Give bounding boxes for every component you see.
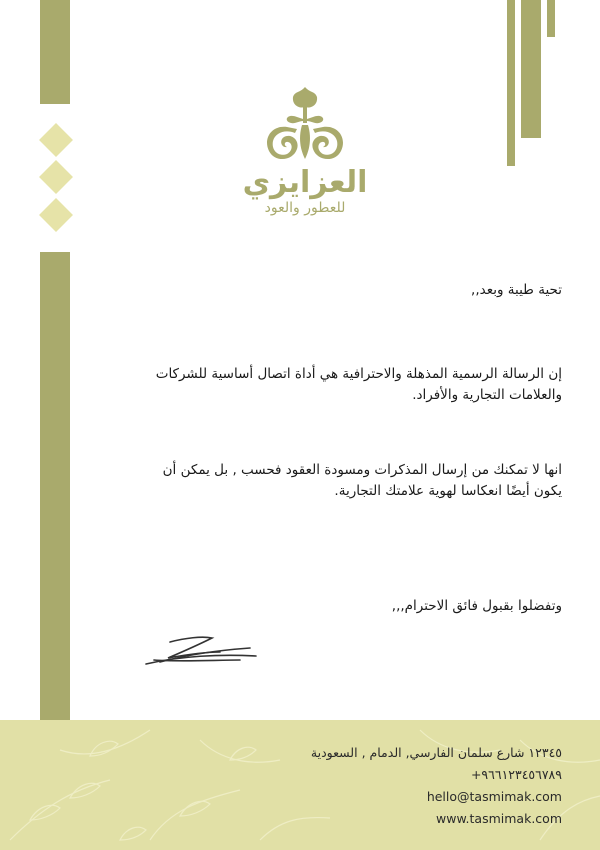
brand-logo (240, 85, 370, 225)
paragraph-2: انها لا تمكنك من إرسال المذكرات ومسودة العقود فحسب , بل يمكن أن يكون أيضًا انعكاسا لهوية علامتك التجارية. (162, 462, 562, 499)
address: ١٢٣٤٥ شارع سلمان الفارسي, الدمام , السعودية (310, 745, 562, 760)
left-top-bar (40, 0, 70, 104)
diamond-3 (39, 198, 73, 232)
footer (0, 720, 600, 850)
email[interactable]: hello@tasmimak.com (426, 789, 562, 804)
flower-logo-icon (257, 85, 353, 165)
greeting: تحية طيبة وبعد,, (471, 282, 562, 298)
left-long-bar (40, 252, 70, 720)
diamond-2 (39, 160, 73, 194)
diamond-1 (39, 123, 73, 157)
brand-name: العزايزي (242, 165, 368, 200)
signature-icon (140, 632, 260, 672)
paragraph-1: إن الرسالة الرسمية المذهلة والاحترافية هي أداة اتصال أساسية للشركات والعلامات التجارية والأفراد. (155, 366, 562, 403)
phone: +٩٦٦١٢٣٤٥٦٧٨٩ (470, 767, 562, 782)
brand-tagline: للعطور والعود (264, 200, 346, 216)
website[interactable]: www.tasmimak.com (436, 811, 562, 826)
closing: وتفضلوا بقبول فائق الاحترام,,, (391, 598, 562, 614)
right-bar-3 (547, 0, 555, 37)
right-bar-2 (521, 0, 541, 138)
signature (140, 632, 260, 676)
right-bar-1 (507, 0, 515, 166)
contact-block (242, 742, 562, 830)
